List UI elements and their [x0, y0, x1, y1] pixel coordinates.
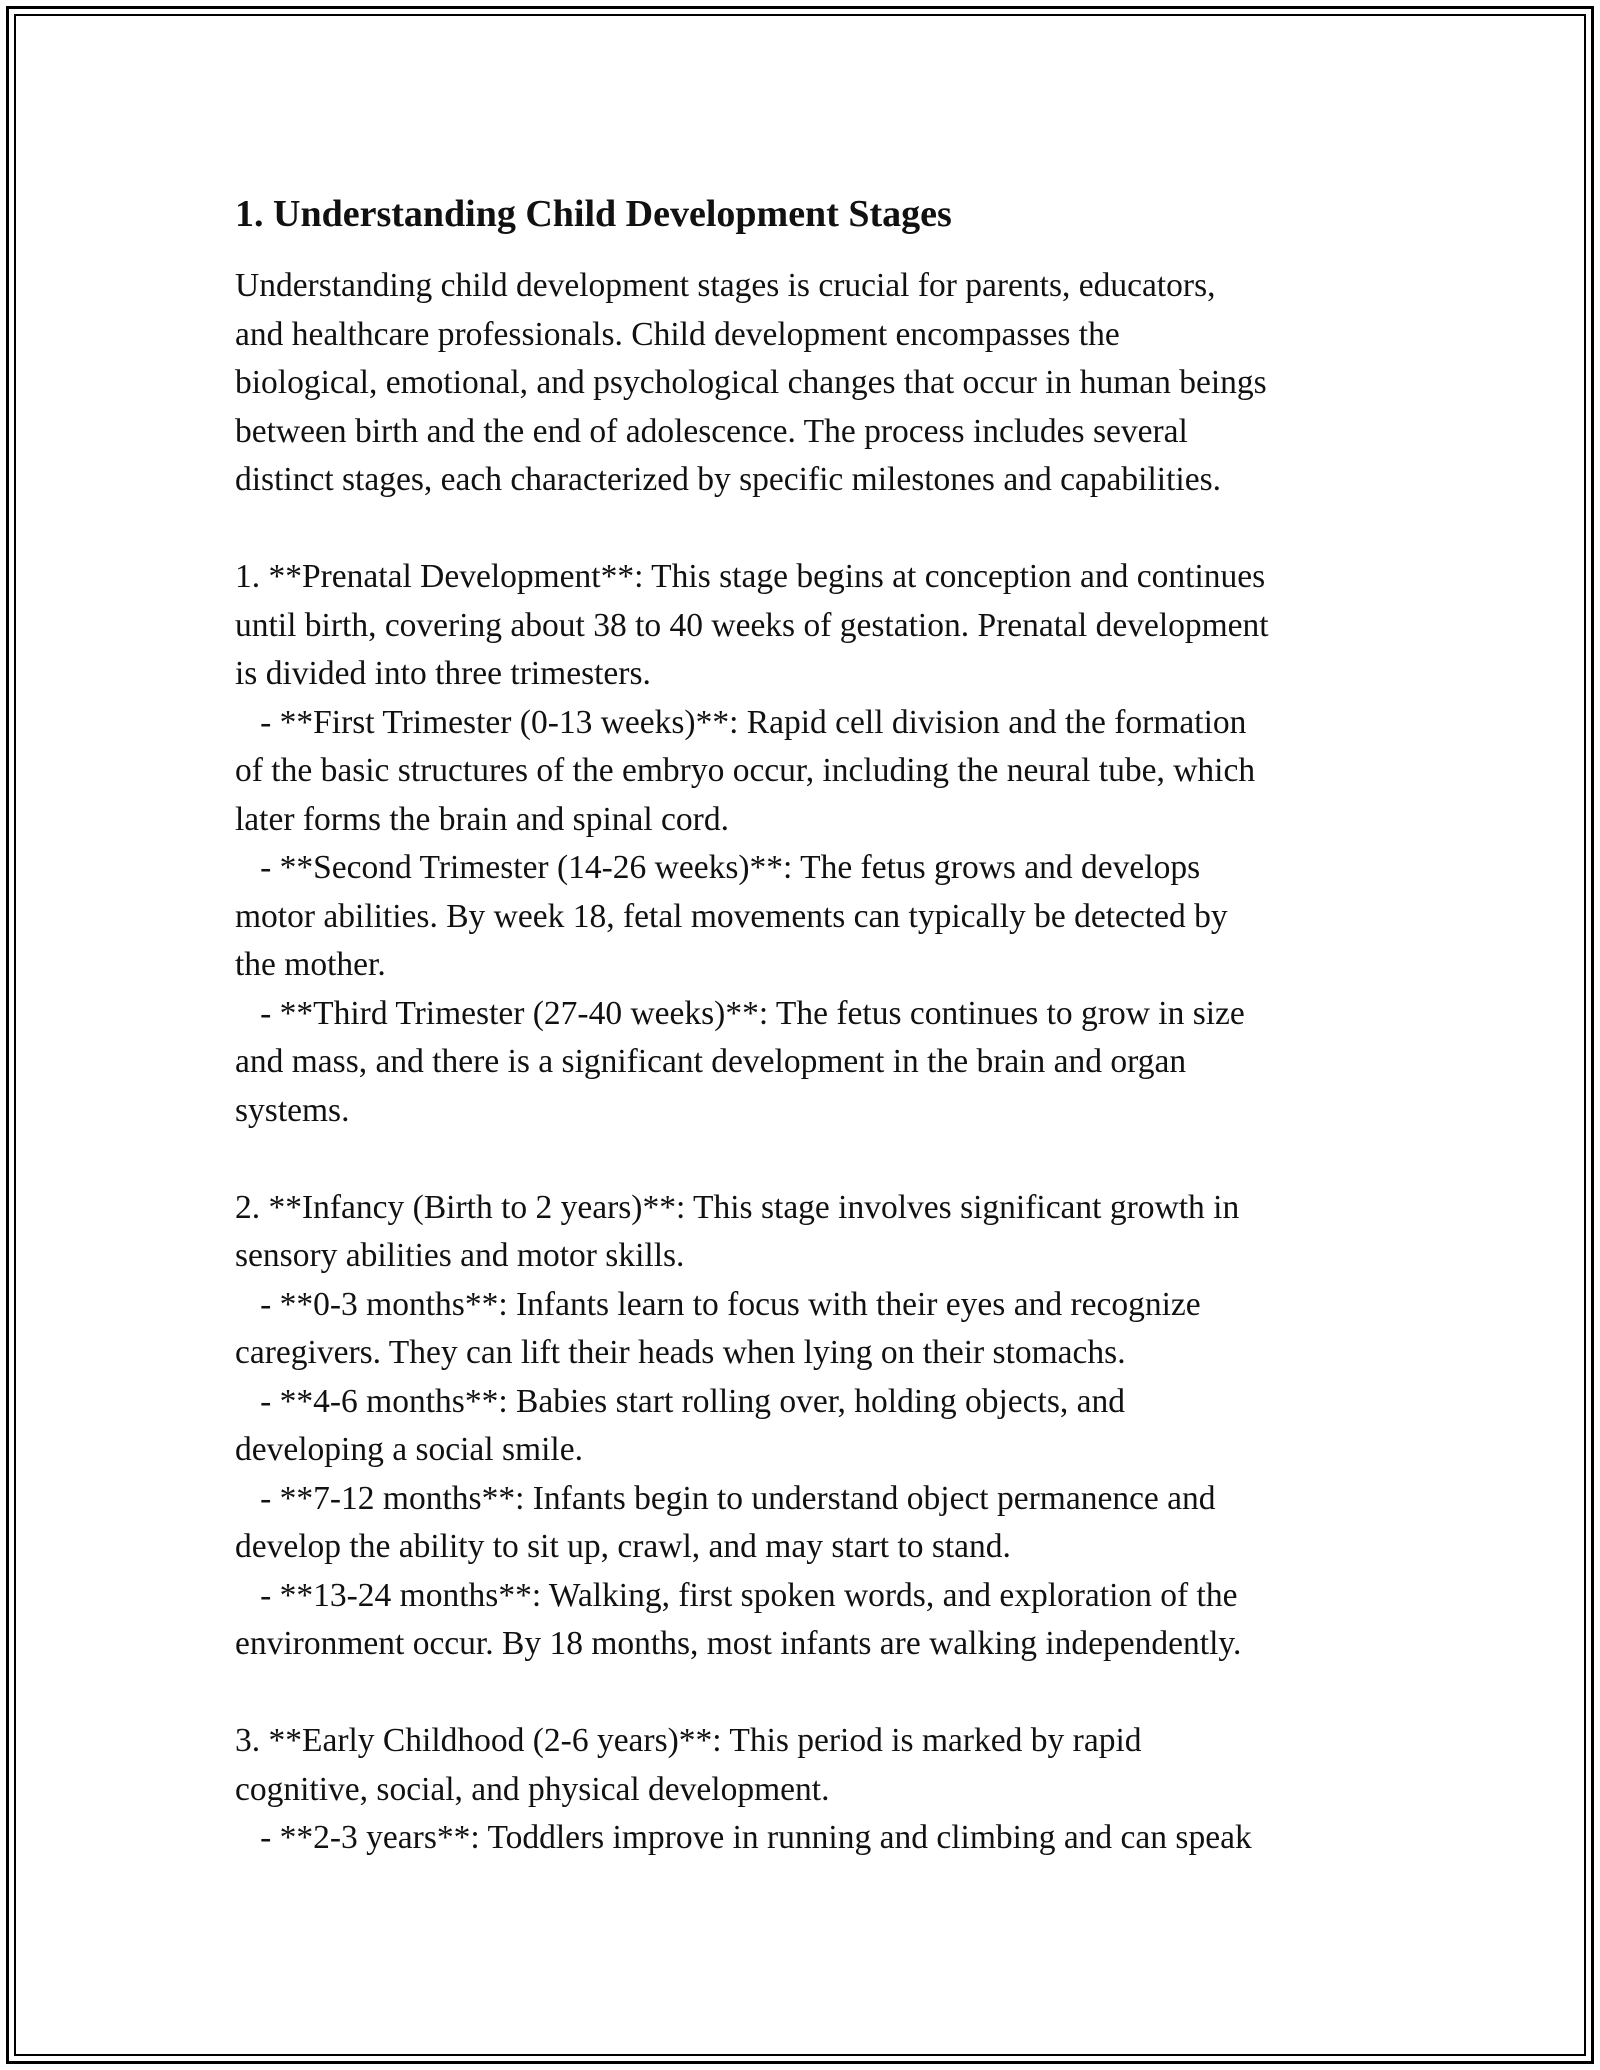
text-line: is divided into three trimesters. [235, 655, 651, 692]
text-line: sensory abilities and motor skills. [235, 1237, 685, 1274]
document-content [235, 186, 1385, 1863]
text-line: of the basic structures of the embryo occur, including the neural tube, which [235, 752, 1256, 789]
text-line: 1. **Prenatal Development**: This stage begins at conception and continues [235, 558, 1266, 595]
text-line: cognitive, social, and physical development. [235, 1770, 830, 1808]
text-line [235, 505, 1385, 554]
text-line: environment occur. By 18 months, most infants are walking independently. [235, 1625, 1242, 1662]
text-line: developing a social smile. [235, 1431, 583, 1468]
text-line: - **4-6 months**: Babies start rolling over, holding objects, and [235, 1382, 1126, 1420]
text-line: - **Second Trimester (14-26 weeks)**: The fetus grows and develops [235, 849, 1201, 886]
text-line: Understanding child development stages is crucial for parents, educators, [235, 267, 1216, 304]
section-heading: 1. Understanding Child Development Stages [235, 193, 952, 235]
text-line: - **2-3 years**: Toddlers improve in running and climbing and can speak [235, 1819, 1252, 1856]
text-line: 3. **Early Childhood (2-6 years)**: This period is marked by rapid [235, 1722, 1142, 1759]
text-line [235, 1669, 1385, 1718]
text-line: systems. [235, 1091, 350, 1129]
text-line: biological, emotional, and psychological changes that occur in human beings [235, 364, 1267, 401]
text-line: caregivers. They can lift their heads when lying on their stomachs. [235, 1334, 1126, 1371]
text-line: - **13-24 months**: Walking, first spoken words, and exploration of the [235, 1576, 1238, 1614]
text-line: distinct stages, each characterized by specific milestones and capabilities. [235, 461, 1221, 498]
text-line: - **7-12 months**: Infants begin to understand object permanence and [235, 1479, 1216, 1517]
text-line: motor abilities. By week 18, fetal movements can typically be detected by [235, 897, 1228, 935]
text-line: the mother. [235, 946, 386, 983]
text-line: until birth, covering about 38 to 40 weeks of gestation. Prenatal development [235, 606, 1269, 644]
text-line: later forms the brain and spinal cord. [235, 800, 729, 838]
text-line: - **0-3 months**: Infants learn to focus with their eyes and recognize [235, 1285, 1201, 1323]
body-text [235, 262, 1385, 1863]
text-line: 2. **Infancy (Birth to 2 years)**: This stage involves significant growth in [235, 1188, 1240, 1226]
text-line: and mass, and there is a significant development in the brain and organ [235, 1043, 1187, 1080]
text-line [235, 1135, 1385, 1184]
text-line: develop the ability to sit up, crawl, and may start to stand. [235, 1528, 1011, 1565]
text-line: - **First Trimester (0-13 weeks)**: Rapid cell division and the formation [235, 703, 1247, 741]
text-line: between birth and the end of adolescence. The process includes several [235, 412, 1188, 450]
text-line: - **Third Trimester (27-40 weeks)**: The fetus continues to grow in size [235, 994, 1245, 1032]
text-line: and healthcare professionals. Child development encompasses the [235, 315, 1120, 353]
